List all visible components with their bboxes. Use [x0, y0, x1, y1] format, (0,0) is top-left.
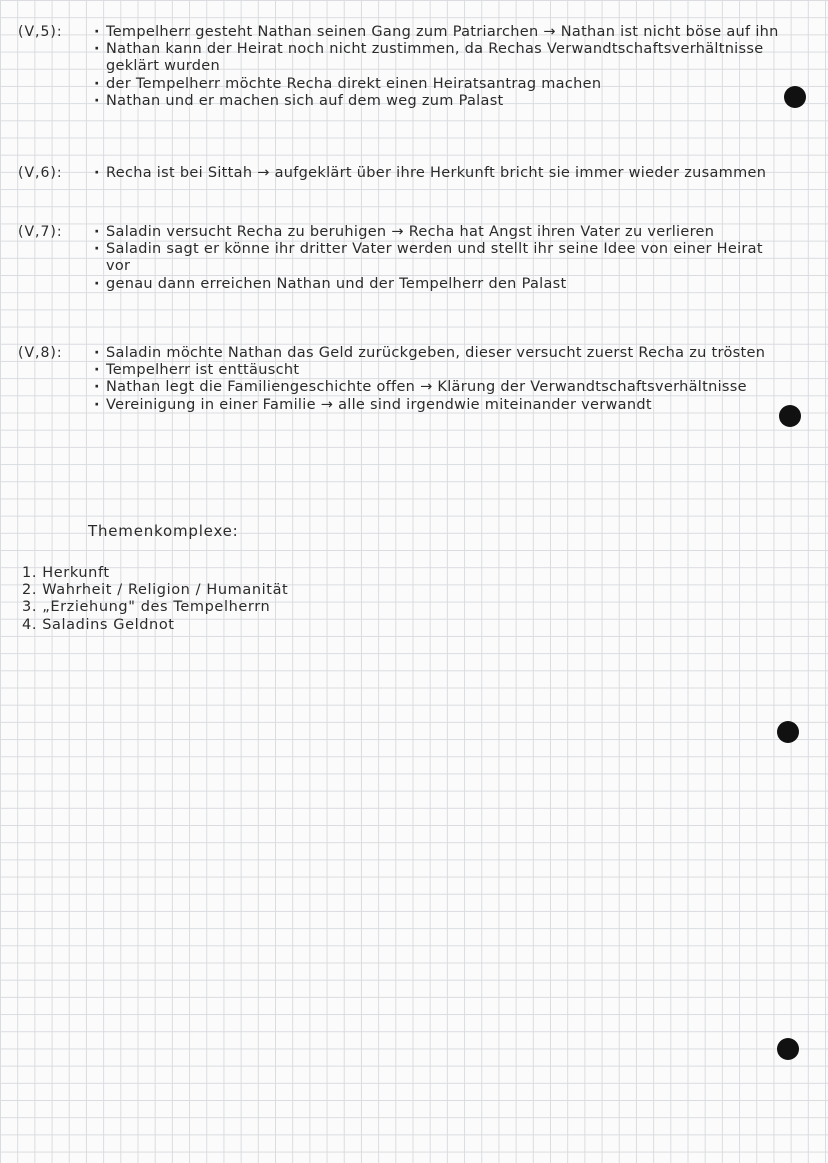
bullet-item: · Recha ist bei Sittah → aufgeklärt über ihre Herkunft bricht sie immer wieder zusammen: [106, 165, 786, 182]
bullet-item: · Nathan legt die Familiengeschichte offen → Klärung der Verwandtschaftsverhältnisse: [106, 379, 786, 396]
punch-hole: [777, 721, 799, 743]
bullet-item: · Saladin sagt er könne ihr dritter Vater werden und stellt ihr seine Idee von einer Heirat vor: [106, 241, 786, 275]
scene-bullets: [106, 224, 786, 293]
bullet-item: · Tempelherr gesteht Nathan seinen Gang zum Patriarchen → Nathan ist nicht böse auf ihn: [106, 24, 786, 41]
theme-item: 4. Saladins Geldnot: [22, 616, 175, 633]
scene-bullets: [106, 24, 786, 110]
bullet-item: · genau dann erreichen Nathan und der Tempelherr den Palast: [106, 276, 786, 293]
scene-label: (V,8):: [18, 345, 63, 361]
theme-item: 2. Wahrheit / Religion / Humanität: [22, 582, 289, 599]
theme-item: 1. Herkunft: [22, 565, 110, 581]
scene-label: (V,7):: [18, 224, 63, 240]
themes-title: Themenkomplexe:: [88, 522, 239, 540]
scene-bullets: [106, 345, 786, 414]
bullet-item: · Nathan kann der Heirat noch nicht zustimmen, da Rechas Verwandtschaftsverhältnisse geklärt wurden: [106, 41, 786, 75]
bullet-item: · der Tempelherr möchte Recha direkt einen Heiratsantrag machen: [106, 76, 786, 93]
bullet-item: · Tempelherr ist enttäuscht: [106, 362, 786, 379]
bullet-item: · Saladin versucht Recha zu beruhigen → Recha hat Angst ihren Vater zu verlieren: [106, 224, 786, 241]
bullet-item: · Saladin möchte Nathan das Geld zurückgeben, dieser versucht zuerst Recha zu trösten: [106, 345, 786, 362]
punch-hole: [777, 1038, 799, 1060]
punch-hole: [784, 86, 806, 108]
bullet-item: · Nathan und er machen sich auf dem weg zum Palast: [106, 93, 786, 110]
scene-label: (V,5):: [18, 24, 63, 40]
scene-bullets: [106, 165, 786, 182]
bullet-item: · Vereinigung in einer Familie → alle sind irgendwie miteinander verwandt: [106, 397, 786, 414]
scene-label: (V,6):: [18, 165, 63, 181]
theme-item: 3. „Erziehung" des Tempelherrn: [22, 599, 271, 616]
themes-list: [22, 565, 288, 634]
